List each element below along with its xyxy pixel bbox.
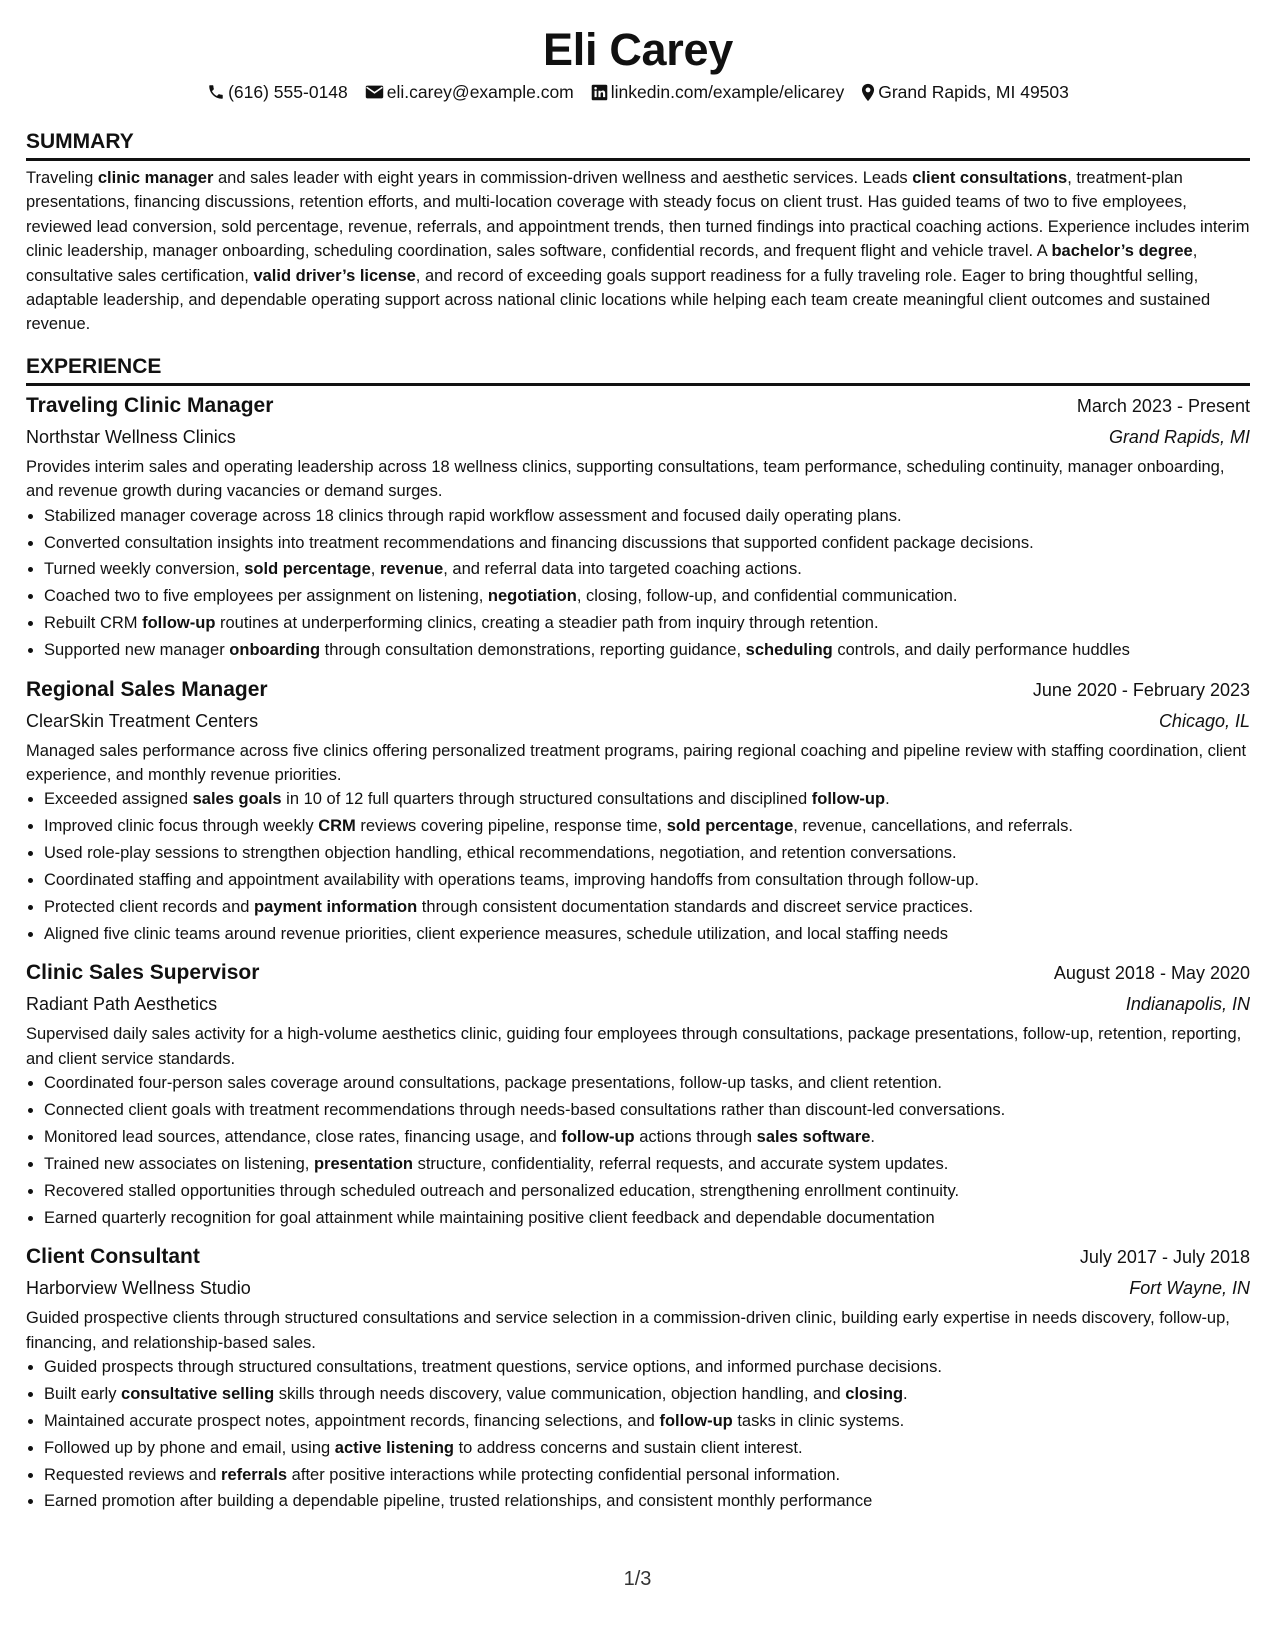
job-bullets — [26, 1071, 1250, 1230]
text-segment: Exceeded assigned — [44, 790, 193, 809]
job-entry — [26, 957, 1250, 1230]
text-segment: through consistent documentation standards and discreet service practices. — [417, 898, 974, 917]
keyword-bold: sold percentage — [244, 560, 371, 579]
text-segment: Built early — [44, 1384, 122, 1403]
summary-heading: SUMMARY — [26, 129, 1250, 161]
keyword-bold: consultative selling — [121, 1384, 275, 1403]
text-segment: , consultative sales certification, — [26, 242, 1198, 285]
job-bullet — [44, 1125, 1250, 1149]
text-segment: controls, and daily performance huddles — [832, 641, 1130, 660]
text-segment: Recovered stalled opportunities through scheduled outreach and personalized education, strengthening enrollment continuity. — [44, 1181, 960, 1200]
keyword-bold: onboarding — [229, 641, 321, 660]
text-segment: Earned promotion after building a dependable pipeline, trusted relationships, and consistent monthly performance — [44, 1492, 873, 1511]
keyword-bold: presentation — [313, 1154, 413, 1173]
job-bullet — [44, 1206, 1250, 1230]
job-bullets — [26, 787, 1250, 946]
text-segment: and sales leader with eight years in commission-driven wellness and aesthetic services. Leads — [213, 169, 913, 187]
text-segment: . — [885, 790, 890, 809]
text-segment: Improved clinic focus through weekly — [44, 817, 319, 836]
keyword-bold: negotiation — [487, 587, 577, 606]
job-entry — [26, 1241, 1250, 1514]
job-bullet — [44, 557, 1250, 581]
text-segment: , and record of exceeding goals support readiness for a fully traveling role. Eager to bring thoughtful selling, adaptable leadership, and dependable operating support across national clinic locations while helping each team create meaningful client outcomes and sustained revenue. — [26, 266, 1211, 334]
keyword-bold: client consultations — [912, 169, 1068, 187]
job-company-row — [26, 422, 1250, 453]
text-segment: Followed up by phone and email, using — [44, 1438, 335, 1457]
job-bullet — [44, 1098, 1250, 1122]
job-company: Radiant Path Aesthetics — [26, 994, 218, 1015]
email-text: eli.carey@example.com — [386, 82, 574, 102]
job-header-row — [26, 1241, 1250, 1273]
text-segment: Supported new manager — [44, 641, 230, 660]
keyword-bold: sales goals — [192, 790, 282, 809]
phone-text: (616) 555-0148 — [228, 82, 348, 102]
job-bullet — [44, 868, 1250, 892]
text-segment: actions through — [634, 1127, 757, 1146]
text-segment: in 10 of 12 full quarters through structured consultations and disciplined — [281, 790, 812, 809]
text-segment: tasks in clinic systems. — [732, 1411, 905, 1430]
text-segment: Monitored lead sources, attendance, close rates, financing usage, and — [44, 1127, 562, 1146]
job-dates: March 2023 - Present — [1076, 395, 1250, 416]
job-location: Indianapolis, IN — [1125, 994, 1250, 1015]
phone-icon — [207, 83, 225, 101]
job-bullet — [44, 922, 1250, 946]
envelope-icon — [365, 84, 384, 100]
job-title: Client Consultant — [26, 1245, 200, 1269]
text-segment: Used role-play sessions to strengthen objection handling, ethical recommendations, negotiation, and retention conversations. — [44, 844, 957, 863]
job-bullets — [26, 1355, 1250, 1514]
job-entry — [26, 390, 1250, 663]
contact-phone[interactable] — [207, 80, 348, 104]
job-bullet — [44, 1436, 1250, 1460]
job-company-row — [26, 706, 1250, 737]
text-segment: structure, confidentiality, referral requests, and accurate system updates. — [413, 1154, 949, 1173]
job-bullets — [26, 504, 1250, 663]
job-location: Fort Wayne, IN — [1129, 1278, 1250, 1299]
text-segment: . — [870, 1127, 875, 1146]
job-location: Chicago, IL — [1158, 710, 1250, 731]
job-bullet — [44, 787, 1250, 811]
text-segment: , revenue, cancellations, and referrals. — [793, 817, 1073, 836]
job-bullet — [44, 1355, 1250, 1379]
keyword-bold: bachelor’s degree — [1051, 242, 1193, 261]
text-segment: Earned quarterly recognition for goal attainment while maintaining positive client feedback and dependable documentation — [44, 1208, 935, 1227]
keyword-bold: closing — [845, 1384, 904, 1403]
text-segment: , closing, follow-up, and confidential communication. — [576, 587, 958, 606]
keyword-bold: follow-up — [561, 1127, 635, 1146]
candidate-name: Eli Carey — [543, 24, 733, 75]
job-company-row — [26, 989, 1250, 1020]
experience-list — [26, 390, 1250, 1514]
job-company: Harborview Wellness Studio — [26, 1278, 251, 1299]
text-segment: through consultation demonstrations, reporting guidance, — [320, 641, 746, 660]
job-dates: June 2020 - February 2023 — [1032, 679, 1250, 700]
text-segment: , treatment-plan presentations, financing discussions, retention efforts, and multi-location coverage with steady focus on client trust. Has guided teams of two to five employees, reviewed lead conversion, sold percentage, revenue, referrals, and appointment trends, then turned findings into practical coaching actions. Experience includes interim clinic leadership, manager onboarding, scheduling coordination, sales software, confidential records, and frequent flight and vehicle travel. A — [26, 169, 1250, 261]
resume-page — [26, 22, 1250, 1514]
contact-linkedin[interactable] — [591, 80, 844, 104]
job-bullet — [44, 504, 1250, 528]
contact-email[interactable] — [365, 80, 574, 104]
job-company: ClearSkin Treatment Centers — [26, 710, 259, 731]
text-segment: Protected client records and — [44, 898, 255, 917]
keyword-bold: clinic manager — [97, 169, 214, 187]
keyword-bold: payment information — [254, 898, 418, 917]
job-bullet — [44, 1179, 1250, 1203]
text-segment: reviews covering pipeline, response time, — [355, 817, 667, 836]
contact-bar — [26, 80, 1250, 104]
job-bullet — [44, 1489, 1250, 1513]
text-segment: , — [370, 560, 380, 579]
linkedin-icon — [591, 84, 608, 101]
job-bullet — [44, 611, 1250, 635]
text-segment: Coached two to five employees per assignment on listening, — [44, 587, 488, 606]
text-segment: Maintained accurate prospect notes, appointment records, financing selections, and — [44, 1411, 660, 1430]
job-description: Managed sales performance across five clinics offering personalized treatment programs, pairing regional coaching and pipeline review with staffing coordination, client experience, and monthly revenue priorities. — [26, 741, 1247, 784]
job-bullet — [44, 584, 1250, 608]
job-location: Grand Rapids, MI — [1108, 426, 1250, 447]
job-bullet — [44, 531, 1250, 555]
linkedin-text: linkedin.com/example/elicarey — [610, 82, 845, 102]
job-bullet — [44, 1071, 1250, 1095]
job-header-row — [26, 957, 1250, 989]
keyword-bold: referrals — [221, 1465, 288, 1484]
job-title: Traveling Clinic Manager — [26, 393, 274, 417]
job-description: Guided prospective clients through structured consultations and service selection in a commission-driven clinic, building early expertise in needs discovery, follow-up, financing, and relationship-based sales. — [26, 1309, 1230, 1352]
job-bullet — [44, 841, 1250, 865]
keyword-bold: sales software — [756, 1127, 871, 1146]
keyword-bold: CRM — [318, 817, 356, 836]
keyword-bold: active listening — [334, 1438, 454, 1457]
text-segment: Turned weekly conversion, — [44, 560, 245, 579]
text-segment: Aligned five clinic teams around revenue priorities, client experience measures, schedule utilization, and local staffing needs — [44, 924, 949, 943]
text-segment: Rebuilt CRM — [44, 614, 143, 633]
job-bullet — [44, 814, 1250, 838]
job-description: Provides interim sales and operating leadership across 18 wellness clinics, supporting consultations, team performance, scheduling continuity, manager onboarding, and revenue growth during vacancies or demand surges. — [26, 457, 1225, 501]
job-bullet — [44, 1463, 1250, 1487]
text-segment: Stabilized manager coverage across 18 clinics through rapid workflow assessment and focused daily operating plans. — [44, 506, 902, 525]
page-number: 1/3 — [623, 1568, 652, 1590]
text-segment: routines at underperforming clinics, creating a steadier path from inquiry through retention. — [215, 614, 879, 633]
job-header-row — [26, 390, 1250, 422]
job-title: Clinic Sales Supervisor — [26, 961, 260, 985]
text-segment: to address concerns and sustain client interest. — [454, 1438, 803, 1457]
text-segment: Requested reviews and — [44, 1465, 222, 1484]
text-segment: Coordinated four-person sales coverage around consultations, package presentations, follow-up tasks, and client retention. — [44, 1074, 942, 1093]
text-segment: skills through needs discovery, value communication, objection handling, and — [274, 1384, 846, 1403]
job-dates: July 2017 - July 2018 — [1079, 1247, 1250, 1268]
job-entry — [26, 674, 1250, 947]
job-company-row — [26, 1273, 1250, 1304]
text-segment: Traveling — [26, 169, 98, 187]
job-bullet — [44, 638, 1250, 662]
text-segment: Converted consultation insights into treatment recommendations and financing discussions that supported confident package decisions. — [44, 533, 1034, 552]
job-bullet — [44, 1409, 1250, 1433]
experience-heading: EXPERIENCE — [26, 354, 1250, 386]
summary-text — [26, 166, 1250, 337]
text-segment: after positive interactions while protecting confidential personal information. — [287, 1465, 841, 1484]
text-segment: Trained new associates on listening, — [44, 1154, 314, 1173]
keyword-bold: valid driver’s license — [253, 266, 416, 285]
job-title: Regional Sales Manager — [26, 677, 268, 701]
keyword-bold: follow-up — [142, 614, 216, 633]
text-segment: Guided prospects through structured consultations, treatment questions, service options, and informed purchase decisions. — [44, 1357, 942, 1376]
keyword-bold: sold percentage — [666, 817, 794, 836]
location-text: Grand Rapids, MI 49503 — [878, 82, 1069, 102]
text-segment: Connected client goals with treatment recommendations through needs-based consultations rather than discount-led conversations. — [44, 1101, 1006, 1120]
keyword-bold: follow-up — [659, 1411, 733, 1430]
job-header-row — [26, 674, 1250, 706]
keyword-bold: follow-up — [811, 790, 886, 809]
job-bullet — [44, 1382, 1250, 1406]
text-segment: Coordinated staffing and appointment availability with operations teams, improving handoffs from consultation through follow-up. — [44, 871, 979, 890]
job-bullet — [44, 895, 1250, 919]
text-segment: . — [903, 1384, 908, 1403]
job-description: Supervised daily sales activity for a high-volume aesthetics clinic, guiding four employees through consultations, package presentations, follow-up, retention, reporting, and client service standards. — [26, 1025, 1242, 1068]
keyword-bold: scheduling — [745, 641, 833, 660]
text-segment: , and referral data into targeted coaching actions. — [443, 560, 802, 579]
keyword-bold: revenue — [379, 560, 444, 579]
job-company: Northstar Wellness Clinics — [26, 426, 236, 447]
map-pin-icon — [861, 83, 875, 102]
job-dates: August 2018 - May 2020 — [1053, 963, 1250, 984]
job-bullet — [44, 1152, 1250, 1176]
contact-location — [861, 80, 1069, 104]
